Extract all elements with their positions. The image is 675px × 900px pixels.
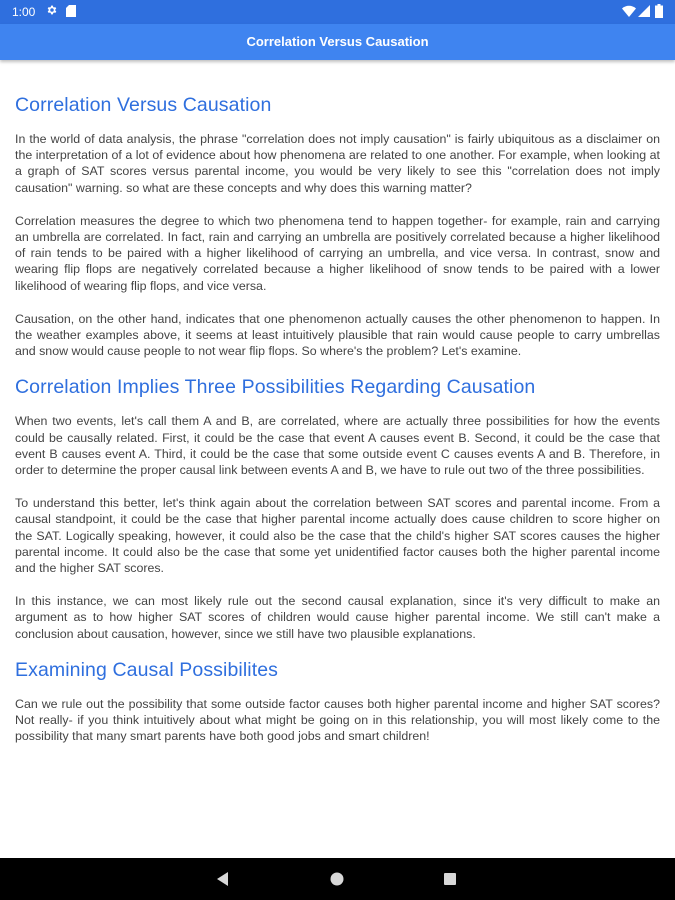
article-scroll-view[interactable] xyxy=(0,60,675,858)
app-bar-title: Correlation Versus Causation xyxy=(246,34,429,49)
recent-apps-icon[interactable] xyxy=(444,873,456,885)
status-time: 1:00 xyxy=(12,5,36,19)
heading-correlation-versus-causation: Correlation Versus Causation xyxy=(15,94,272,116)
heading-examining-causal: Examining Causal Possibilites xyxy=(15,658,279,681)
paragraph-three-possibilities: When two events, let's call them A and B, are correlated, where are actually three possibilities for how the events could be causally related. First, it could be the case that event A causes event B. Second, it could be the case that event B causes event A. Third, it could be the case that some outside event C causes events A and B. Therefore, in order to determine the proper causal link between events A and B, we have to rule out two of the three possibilities. xyxy=(15,414,660,478)
gear-icon xyxy=(46,4,58,16)
article xyxy=(0,60,675,744)
paragraph-intro: In the world of data analysis, the phrase "correlation does not imply causation" is fairly ubiquitous as a disclaimer on the interpretation of a lot of evidence about how phenomena are related to one another. For example, when looking at a graph of SAT scores versus parental income, you would be very likely to see this "correlation does not imply causation" warning. so what are these concepts and why does this warning matter? xyxy=(15,132,660,195)
wifi-icon xyxy=(622,5,636,17)
home-icon[interactable] xyxy=(330,872,344,886)
signal-icon xyxy=(638,5,650,17)
paragraph-rule-out: In this instance, we can most likely rule out the second causal explanation, since it's very difficult to make an argument as to how higher SAT scores of children would cause higher parental income. We still can't make a conclusion about causation, however, since we still have two plausible explanations. xyxy=(15,594,660,641)
sd-card-icon xyxy=(66,5,76,17)
heading-three-possibilities: Correlation Implies Three Possibilities Regarding Causation xyxy=(15,376,536,399)
paragraph-outside-factor: Can we rule out the possibility that some outside factor causes both higher parental income and higher SAT scores? Not really- if you think intuitively about what might be going on in this relationship, you will most likely come to the possibility that many smart parents have both good jobs and smart children! xyxy=(15,696,660,744)
app-bar xyxy=(0,24,675,60)
battery-icon xyxy=(655,4,663,18)
back-icon[interactable] xyxy=(216,872,230,886)
paragraph-sat-example: To understand this better, let's think again about the correlation between SAT scores and parental income. From a causal standpoint, it could be the case that higher parental income actually does cause children to score higher on the SAT. Logically speaking, however, it could also be the case that the child's higher SAT scores causes the higher parental income. It could also be the case that some yet unidentified factor causes both the higher parental income and the higher SAT scores. xyxy=(15,496,660,576)
paragraph-causation: Causation, on the other hand, indicates that one phenomenon actually causes the other phenomenon to happen. In the weather examples above, it seems at least intuitively plausible that rain would cause people to carry umbrellas and snow would cause people to not wear flip flops. So where's the problem? Let's examine. xyxy=(15,311,660,359)
status-bar xyxy=(0,0,675,24)
paragraph-correlation: Correlation measures the degree to which two phenomena tend to happen together- for example, rain and carrying an umbrella are correlated. In fact, rain and carrying an umbrella are positively correlated because a higher likelihood of rain tends to be paired with a higher likelihood of carrying an umbrella, and vice versa. In contrast, snow and wearing flip flops are negatively correlated because a higher likelihood of snow tends to be paired with a lower likelihood of wearing flip flops, and vice versa. xyxy=(15,213,660,293)
navigation-bar xyxy=(0,858,675,900)
